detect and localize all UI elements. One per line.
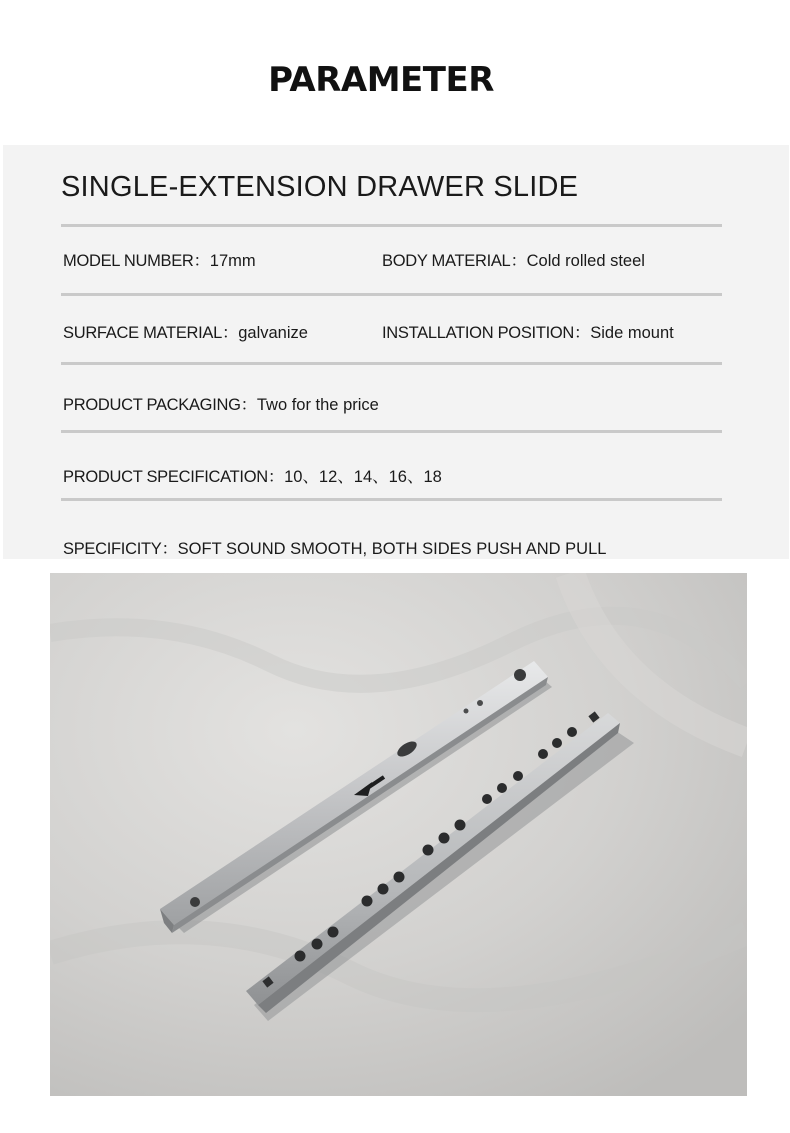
spec-value: SOFT SOUND SMOOTH, BOTH SIDES PUSH AND PULL [177,540,607,558]
spec-label: INSTALLATION POSITION： [382,324,591,342]
spec-row-specification [63,463,723,487]
spec-value: Side mount [590,324,674,342]
divider [61,224,722,227]
spec-row-surface-installation [63,319,723,343]
spec-row-specificity [63,535,723,559]
spec-label: SURFACE MATERIAL： [63,324,239,342]
divider [61,293,722,296]
spec-value: Two for the price [256,396,379,414]
spec-model-number [63,247,256,271]
spec-specificity [63,535,606,559]
parameter-panel [3,145,789,559]
spec-body-material [382,247,645,271]
spec-label: SPECIFICITY： [63,540,178,558]
concrete-background [50,573,747,1096]
mounting-hole [477,700,483,706]
drawer-slide-illustration [50,573,747,1096]
spec-label: BODY MATERIAL： [382,252,527,270]
mounting-hole [514,669,526,681]
spec-product-specification [63,463,442,487]
spec-row-model-material [63,247,723,271]
spec-label: MODEL NUMBER： [63,252,210,270]
spec-value: 17mm [209,252,256,270]
spec-value: Cold rolled steel [526,252,645,270]
spec-product-packaging [63,391,379,415]
divider [61,430,722,433]
divider [61,362,722,365]
spec-row-packaging [63,391,723,415]
spec-value: 10、12、14、16、18 [284,468,442,486]
divider [61,498,722,501]
spec-label: PRODUCT SPECIFICATION： [63,468,285,486]
mounting-hole [464,709,469,714]
mounting-hole [190,897,200,907]
spec-surface-material [63,319,308,343]
page-title: PARAMETER [268,60,494,100]
spec-installation-position [382,319,674,343]
product-name: SINGLE-EXTENSION DRAWER SLIDE [61,171,579,203]
spec-value: galvanize [238,324,308,342]
spec-label: PRODUCT PACKAGING： [63,396,257,414]
product-photo [50,573,747,1096]
